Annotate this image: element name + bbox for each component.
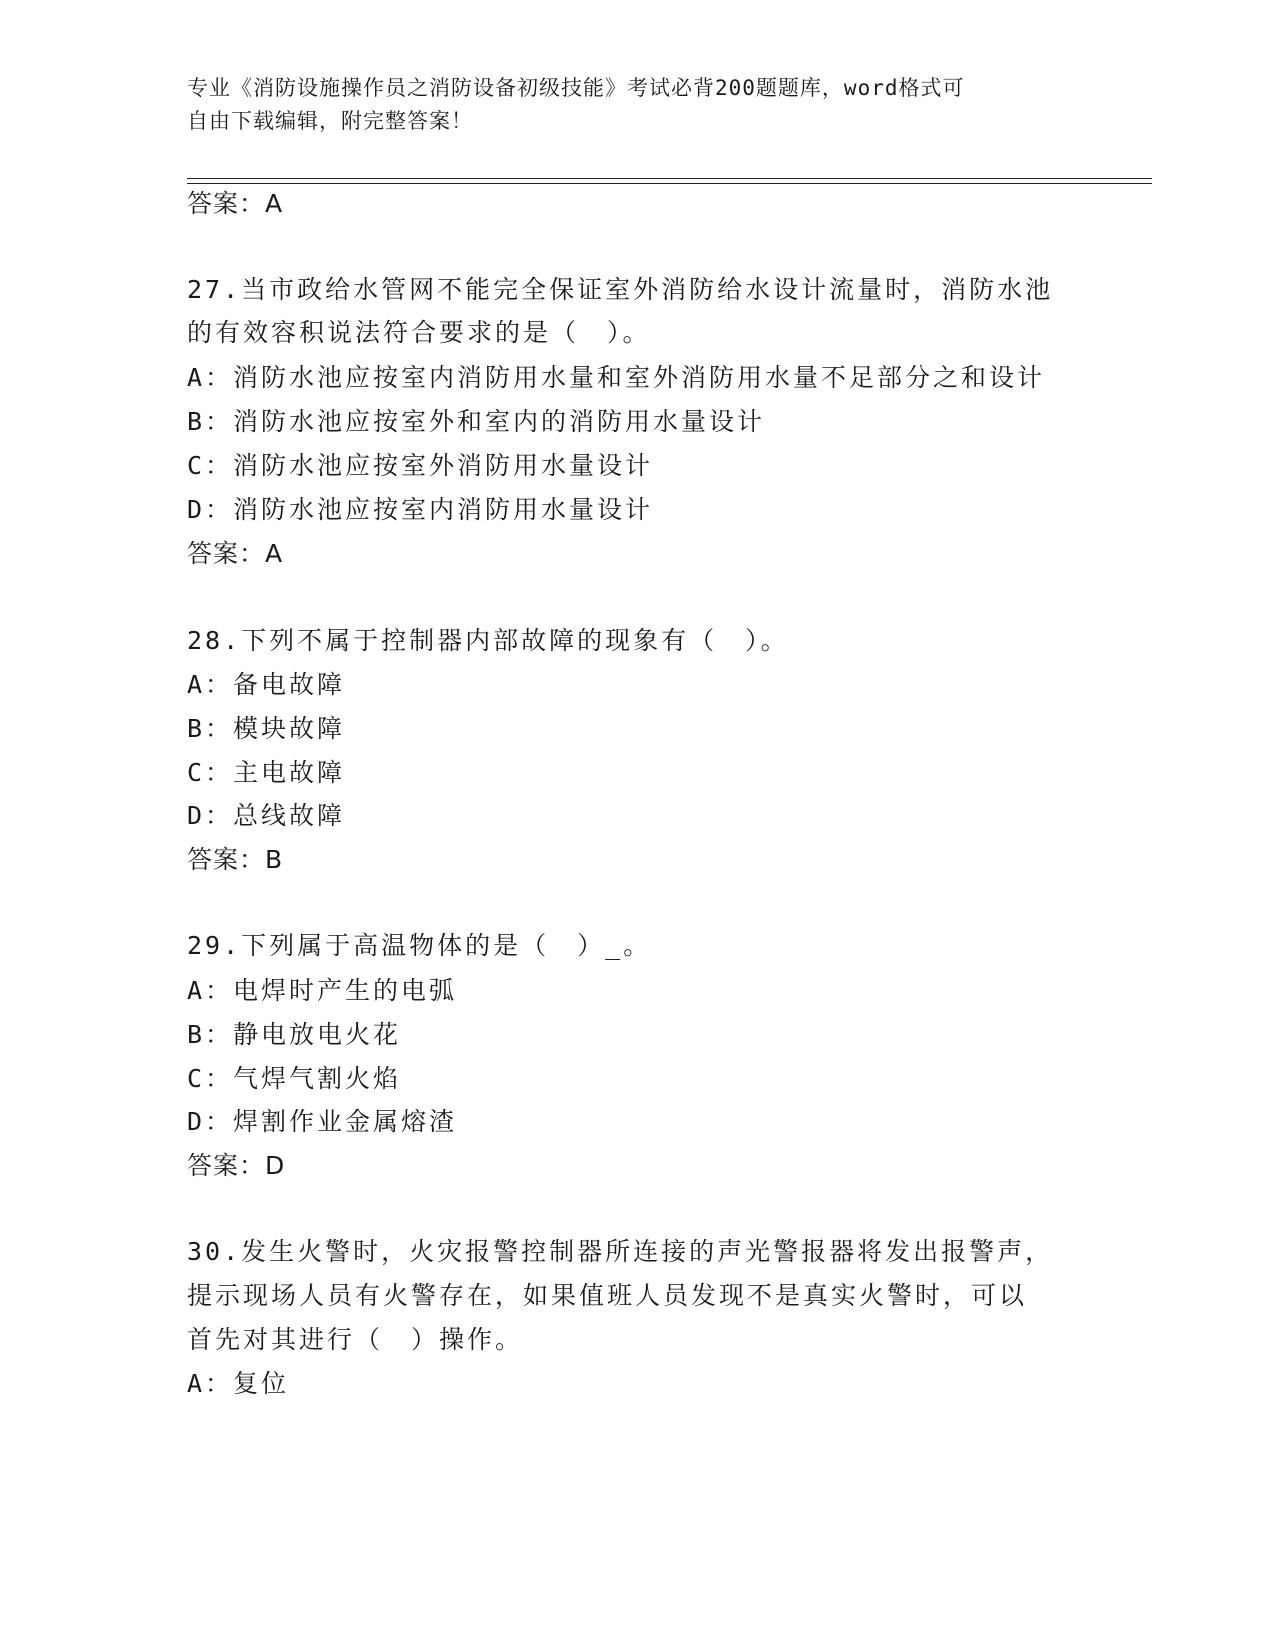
q28-answer: 答案：B xyxy=(187,845,284,874)
header-line-1: 专业《消防设施操作员之消防设备初级技能》考试必背200题题库，word格式可 xyxy=(187,76,965,100)
header-divider-top xyxy=(187,178,1152,179)
q29-option-b: B：静电放电火花 xyxy=(187,1020,402,1049)
document-header xyxy=(187,72,1087,138)
header-line-2: 自由下载编辑，附完整答案！ xyxy=(187,109,473,133)
q28-option-c: C：主电故障 xyxy=(187,758,346,787)
q29-option-a: A：电焊时产生的电弧 xyxy=(187,976,458,1005)
q30-option-a: A：复位 xyxy=(187,1369,290,1398)
q29-stem-line-1: 29.下列属于高温物体的是（ ）_。 xyxy=(187,931,652,960)
q27-stem-line-2: 的有效容积说法符合要求的是（ ）。 xyxy=(187,318,651,347)
q27-answer: 答案：A xyxy=(187,539,284,568)
q28-option-d: D：总线故障 xyxy=(187,801,346,830)
q27-option-a: A：消防水池应按室内消防用水量和室外消防用水量不足部分之和设计 xyxy=(187,363,1046,392)
q27-option-b: B：消防水池应按室外和室内的消防用水量设计 xyxy=(187,407,766,436)
header-divider-bottom xyxy=(187,183,1152,184)
q27-option-d: D：消防水池应按室内消防用水量设计 xyxy=(187,495,654,524)
prev-answer: 答案：A xyxy=(187,189,284,218)
q28-option-a: A：备电故障 xyxy=(187,670,346,699)
q29-option-d: D：焊割作业金属熔渣 xyxy=(187,1107,458,1136)
q30-stem-line-1: 30.发生火警时，火灾报警控制器所连接的声光警报器将发出报警声， xyxy=(187,1237,1054,1266)
q29-option-c: C：气焊气割火焰 xyxy=(187,1064,402,1093)
q27-option-c: C：消防水池应按室外消防用水量设计 xyxy=(187,451,654,480)
q30-stem-line-2: 提示现场人员有火警存在，如果值班人员发现不是真实火警时，可以 xyxy=(187,1281,1028,1310)
q27-stem-line-1: 27.当市政给水管网不能完全保证室外消防给水设计流量时，消防水池 xyxy=(187,275,1054,304)
q28-stem-line-1: 28.下列不属于控制器内部故障的现象有（ ）。 xyxy=(187,626,789,655)
q30-stem-line-3: 首先对其进行（ ）操作。 xyxy=(187,1325,524,1354)
q29-answer: 答案：D xyxy=(187,1151,286,1180)
q28-option-b: B：模块故障 xyxy=(187,714,346,743)
